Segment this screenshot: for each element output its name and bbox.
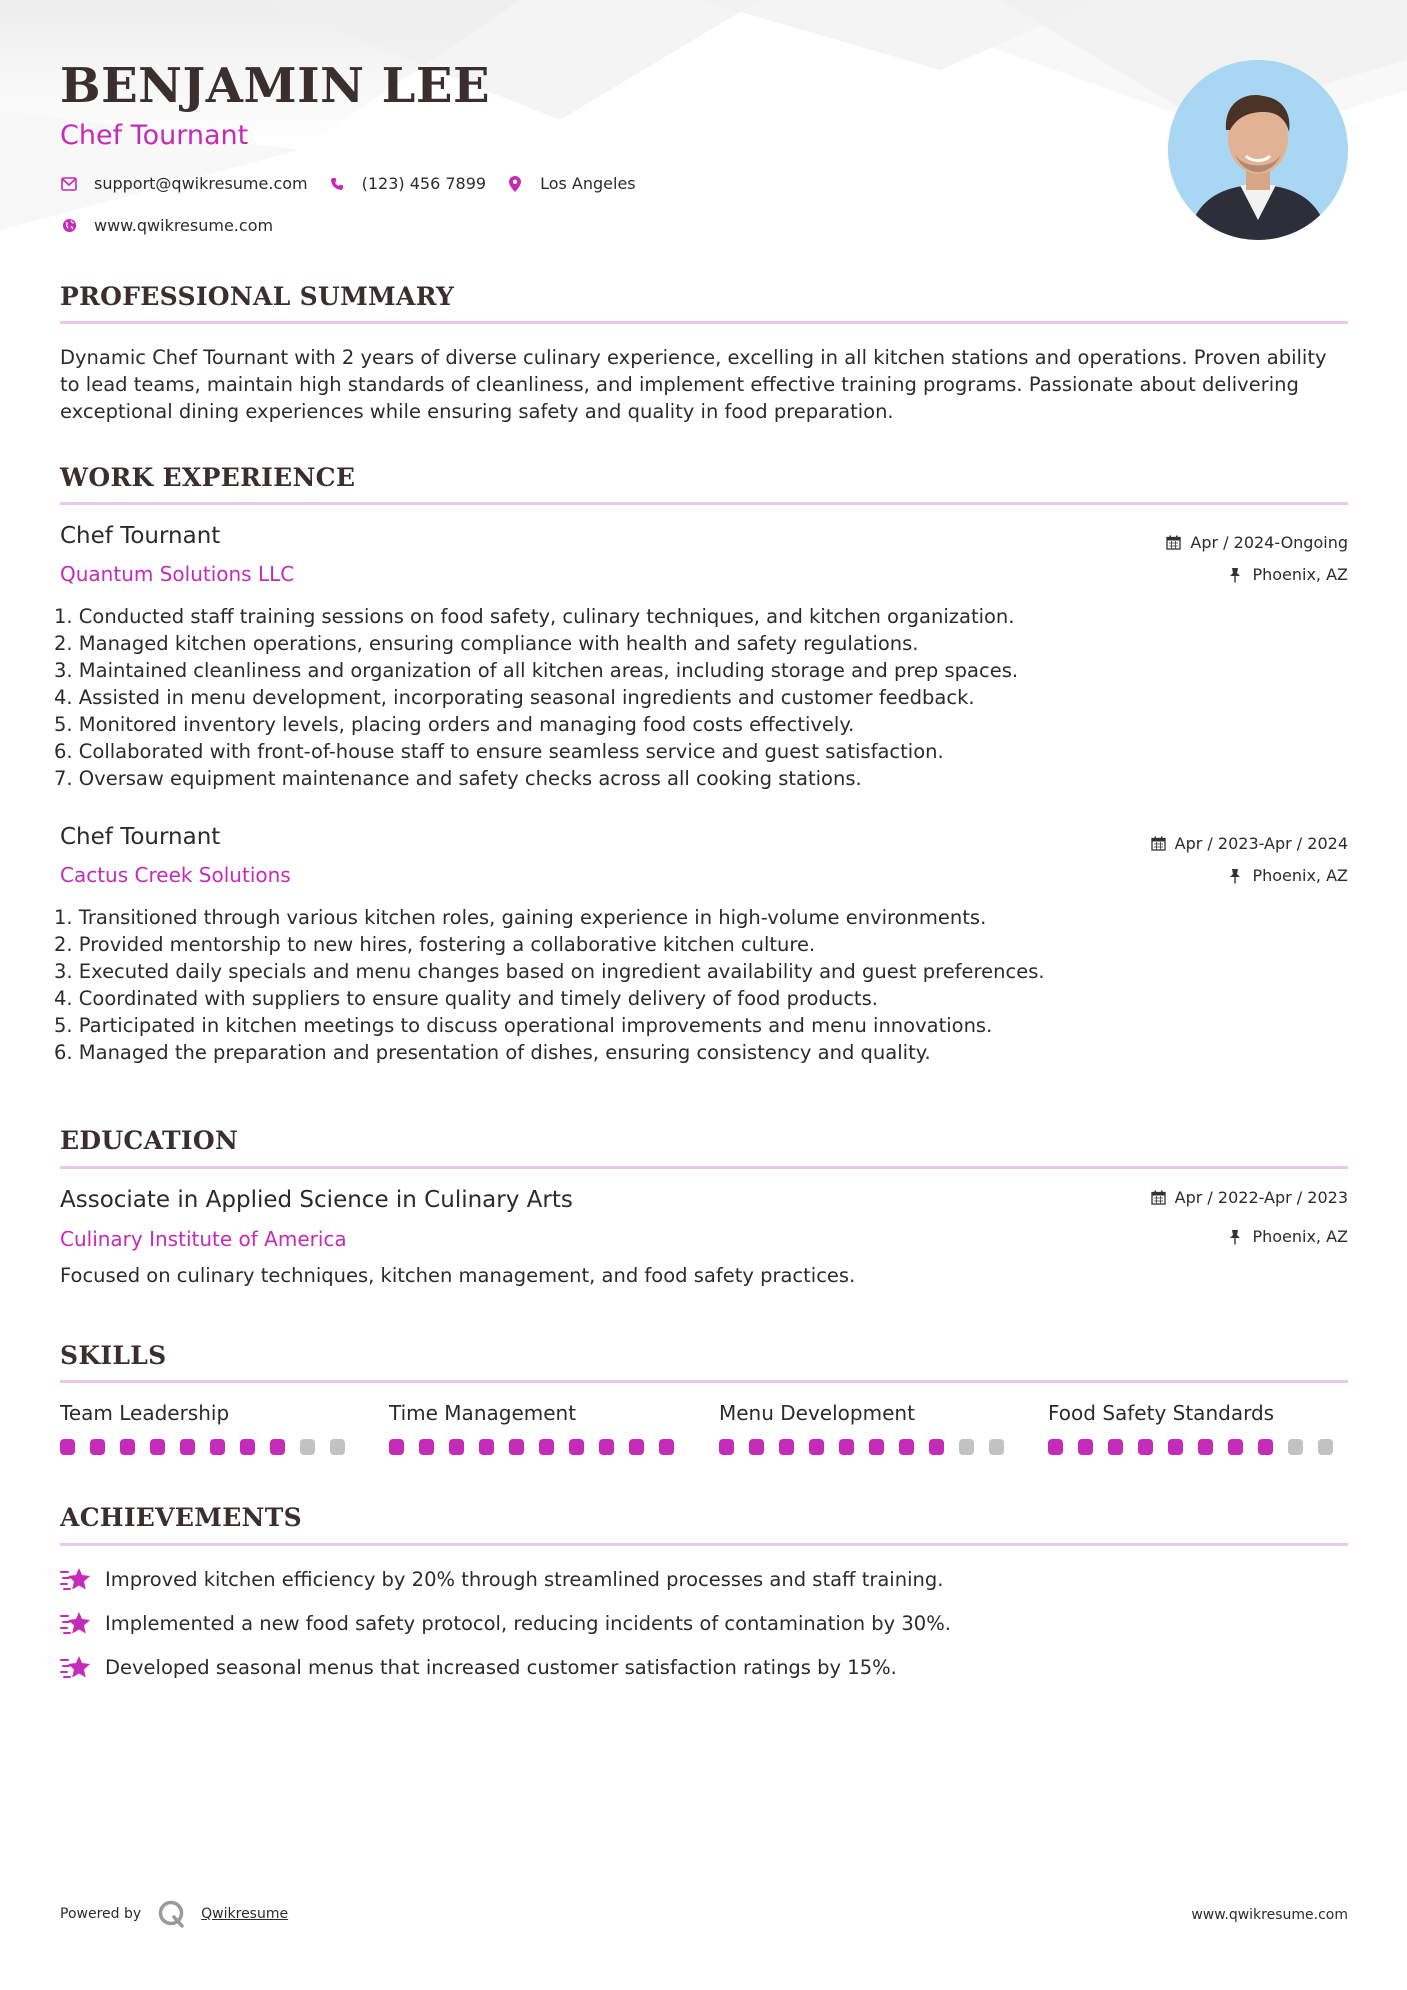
list-item: 2. Provided mentorship to new hires, fostering a collaborative kitchen culture. [54, 933, 816, 956]
rating-dot-filled [899, 1439, 914, 1455]
envelope-icon [60, 175, 78, 193]
job-2-date [1151, 834, 1348, 853]
job-1-location [1228, 565, 1348, 584]
rating-dot-empty [330, 1439, 345, 1455]
list-item: 2. Managed kitchen operations, ensuring compliance with health and safety regulations. [54, 632, 919, 655]
avatar [1168, 60, 1348, 240]
star-icon [60, 1609, 92, 1637]
star-icon [60, 1565, 92, 1593]
rating-dot-empty [300, 1439, 315, 1455]
rating-dot-filled [1078, 1439, 1093, 1455]
achievement-text: Implemented a new food safety protocol, reducing incidents of contamination by 30%. [105, 1611, 951, 1635]
list-item: 3. Maintained cleanliness and organization of all kitchen areas, including storage and prep spaces. [54, 659, 1019, 682]
list-item: 7. Oversaw equipment maintenance and safety checks across all cooking stations. [54, 767, 862, 790]
phone-icon [328, 175, 346, 193]
job-2-location-text: Phoenix, AZ [1252, 866, 1348, 885]
education-degree: Associate in Applied Science in Culinary Arts [60, 1187, 573, 1213]
rating-dot-empty [989, 1439, 1004, 1455]
rating-dot-filled [1108, 1439, 1123, 1455]
job-1-location-text: Phoenix, AZ [1252, 565, 1348, 584]
list-item: 6. Managed the preparation and presentation of dishes, ensuring consistency and quality. [54, 1041, 931, 1064]
rating-dot-filled [389, 1439, 404, 1455]
skill-item [719, 1401, 1019, 1455]
list-item: 3. Executed daily specials and menu changes based on ingredient availability and guest preferences. [54, 960, 1045, 983]
rating-dot-filled [839, 1439, 854, 1455]
pushpin-icon [1228, 1229, 1244, 1245]
education-location-text: Phoenix, AZ [1252, 1227, 1348, 1246]
job-2-date-text: Apr / 2023-Apr / 2024 [1174, 834, 1348, 853]
summary-text: Dynamic Chef Tournant with 2 years of diverse culinary experience, excelling in all kitchen stations and operations. Proven ability to lead teams, maintain high standards of cleanliness, and implement effective training programs. Passionate about delivering exceptional dining experiences while ensuring safety and quality in food preparation. [60, 346, 1327, 423]
achievement-text: Improved kitchen efficiency by 20% through streamlined processes and staff training. [105, 1567, 944, 1591]
pushpin-icon [1228, 868, 1244, 884]
job-1-date [1166, 533, 1348, 552]
experience-divider [60, 502, 1348, 505]
calendar-icon [1166, 535, 1182, 551]
list-item: 5. Participated in kitchen meetings to discuss operational improvements and menu innovations. [54, 1014, 993, 1037]
rating-dot-filled [599, 1439, 614, 1455]
list-item: 6. Collaborated with front-of-house staff to ensure seamless service and guest satisfaction. [54, 740, 944, 763]
rating-dot-filled [659, 1439, 674, 1455]
summary-heading: PROFESSIONAL SUMMARY [60, 282, 455, 311]
list-item: 4. Coordinated with suppliers to ensure quality and timely delivery of food products. [54, 987, 878, 1010]
education-school: Culinary Institute of America [60, 1227, 347, 1251]
contact-email-text: support@qwikresume.com [94, 174, 308, 193]
qwikresume-link[interactable]: Qwikresume [201, 1906, 289, 1922]
rating-dot-filled [869, 1439, 884, 1455]
education-date [1151, 1188, 1348, 1207]
candidate-name: BENJAMIN LEE [60, 58, 491, 114]
contact-row-secondary [60, 216, 293, 235]
education-divider [60, 1166, 1348, 1169]
rating-dot-filled [90, 1439, 105, 1455]
skill-rating [719, 1439, 1019, 1455]
rating-dot-filled [1198, 1439, 1213, 1455]
calendar-icon [1151, 1190, 1167, 1206]
skill-rating [1048, 1439, 1348, 1455]
list-item: 4. Assisted in menu development, incorporating seasonal ingredients and customer feedback. [54, 686, 975, 709]
achievement-item [60, 1609, 951, 1637]
rating-dot-filled [1258, 1439, 1273, 1455]
list-item: 1. Conducted staff training sessions on food safety, culinary techniques, and kitchen organization. [54, 605, 1015, 628]
contact-email[interactable] [60, 174, 308, 193]
job-1-bullets [54, 603, 1018, 792]
rating-dot-filled [629, 1439, 644, 1455]
education-location [1228, 1227, 1348, 1246]
achievement-item [60, 1653, 897, 1681]
list-item: 1. Transitioned through various kitchen roles, gaining experience in high-volume environments. [54, 906, 987, 929]
job-1-company: Quantum Solutions LLC [60, 562, 295, 586]
profile-photo [1168, 60, 1348, 240]
rating-dot-empty [959, 1439, 974, 1455]
rating-dot-filled [509, 1439, 524, 1455]
skills-heading: SKILLS [60, 1341, 167, 1370]
skill-item [1048, 1401, 1348, 1455]
calendar-icon [1151, 836, 1167, 852]
skill-label: Team Leadership [60, 1401, 230, 1425]
skill-rating [389, 1439, 689, 1455]
map-pin-icon [506, 175, 524, 193]
achievement-text: Developed seasonal menus that increased customer satisfaction ratings by 15%. [105, 1655, 897, 1679]
star-icon [60, 1653, 92, 1681]
rating-dot-empty [1288, 1439, 1303, 1455]
rating-dot-filled [150, 1439, 165, 1455]
globe-icon [60, 217, 78, 235]
skill-item [60, 1401, 360, 1455]
job-2-location [1228, 866, 1348, 885]
rating-dot-filled [749, 1439, 764, 1455]
rating-dot-filled [1168, 1439, 1183, 1455]
education-description: Focused on culinary techniques, kitchen management, and food safety practices. [60, 1264, 856, 1287]
achievements-heading: ACHIEVEMENTS [60, 1503, 302, 1532]
rating-dot-filled [779, 1439, 794, 1455]
contact-phone[interactable] [328, 174, 486, 193]
rating-dot-filled [419, 1439, 434, 1455]
summary-divider [60, 321, 1348, 324]
job-2-title: Chef Tournant [60, 824, 221, 850]
rating-dot-filled [270, 1439, 285, 1455]
rating-dot-filled [809, 1439, 824, 1455]
rating-dot-filled [449, 1439, 464, 1455]
rating-dot-empty [1318, 1439, 1333, 1455]
rating-dot-filled [1138, 1439, 1153, 1455]
pushpin-icon [1228, 567, 1244, 583]
contact-phone-text: (123) 456 7899 [361, 174, 487, 193]
footer-powered-by [60, 1899, 288, 1929]
education-heading: EDUCATION [60, 1126, 239, 1155]
skill-label: Food Safety Standards [1048, 1401, 1275, 1425]
rating-dot-filled [1228, 1439, 1243, 1455]
footer-website[interactable]: www.qwikresume.com [1191, 1907, 1348, 1923]
job-2-company: Cactus Creek Solutions [60, 863, 291, 887]
skill-rating [60, 1439, 360, 1455]
skill-label: Time Management [389, 1401, 577, 1425]
job-1-date-text: Apr / 2024-Ongoing [1190, 533, 1348, 552]
job-2-bullets [54, 904, 1045, 1066]
job-1-title: Chef Tournant [60, 523, 221, 549]
candidate-role: Chef Tournant [60, 120, 249, 151]
list-item: 5. Monitored inventory levels, placing orders and managing food costs effectively. [54, 713, 855, 736]
rating-dot-filled [210, 1439, 225, 1455]
contact-row-primary [60, 174, 656, 193]
experience-heading: WORK EXPERIENCE [60, 463, 356, 492]
skills-divider [60, 1380, 1348, 1383]
rating-dot-filled [60, 1439, 75, 1455]
education-date-text: Apr / 2022-Apr / 2023 [1174, 1188, 1348, 1207]
rating-dot-filled [569, 1439, 584, 1455]
rating-dot-filled [929, 1439, 944, 1455]
contact-website-text: www.qwikresume.com [94, 216, 274, 235]
rating-dot-filled [539, 1439, 554, 1455]
rating-dot-filled [1048, 1439, 1063, 1455]
rating-dot-filled [180, 1439, 195, 1455]
rating-dot-filled [479, 1439, 494, 1455]
rating-dot-filled [719, 1439, 734, 1455]
contact-website[interactable] [60, 216, 273, 235]
powered-by-text: Powered by [60, 1906, 142, 1922]
achievement-item [60, 1565, 943, 1593]
achievements-divider [60, 1543, 1348, 1546]
rating-dot-filled [240, 1439, 255, 1455]
contact-location-text: Los Angeles [540, 174, 636, 193]
skill-label: Menu Development [719, 1401, 915, 1425]
contact-location [506, 174, 636, 193]
qwikresume-logo-icon [157, 1899, 187, 1929]
skill-item [389, 1401, 689, 1455]
rating-dot-filled [120, 1439, 135, 1455]
